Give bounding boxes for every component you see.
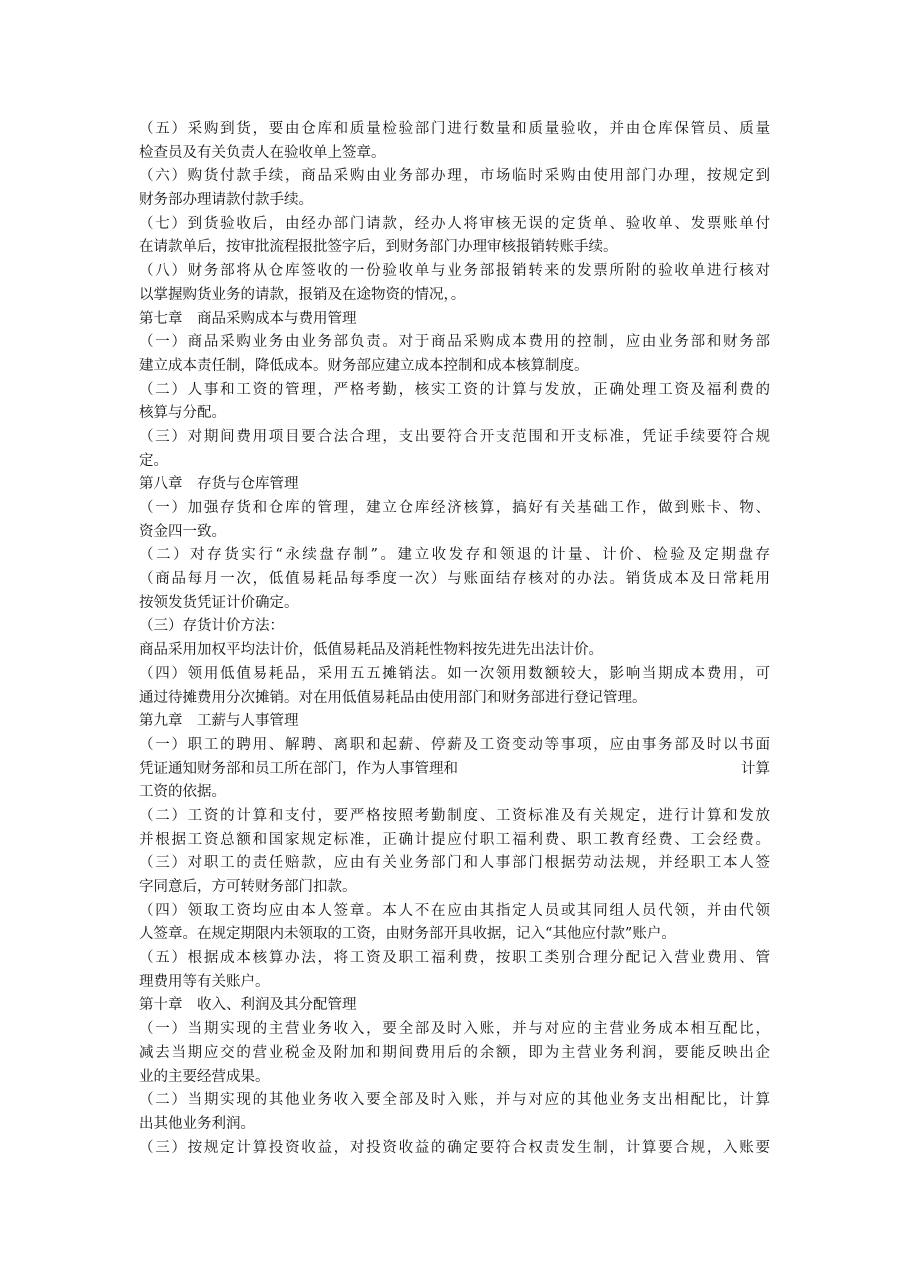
paragraph-line: 工资的依据。 <box>139 784 226 801</box>
paragraph-line: 资金四一致。 <box>139 523 226 540</box>
paragraph-line: （三）对职工的责任赔款，应由有关业务部门和人事部门根据劳动法规，并经职工本人签 <box>139 855 770 872</box>
paragraph-line-tail: 计算 <box>741 760 770 777</box>
paragraph-line: （五）根据成本核算办法，将工资及职工福利费，按职工类别合理分配记入营业费用、管 <box>139 950 770 967</box>
paragraph-line: （三）按规定计算投资收益，对投资收益的确定要符合权责发生制，计算要合规，入账要 <box>139 1139 770 1156</box>
paragraph-line: 在请款单后，按审批流程报批签字后，到财务部门办理审核报销转账手续。 <box>139 239 618 256</box>
paragraph-line: （四）领用低值易耗品，采用五五摊销法。如一次领用数额较大，影响当期成本费用，可 <box>139 665 770 682</box>
paragraph-line: 以掌握购货业务的请款，报销及在途物资的情况，。 <box>139 286 466 303</box>
document-body <box>139 118 770 1160</box>
paragraph-line: 建立成本责任制，降低成本。财务部应建立成本控制和成本核算制度。 <box>139 357 589 374</box>
paragraph-line: （三）对期间费用项目要合法合理，支出要符合开支范围和开支标准，凭证手续要符合规 <box>139 428 770 445</box>
paragraph-line: 财务部办理请款付款手续。 <box>139 192 313 209</box>
paragraph-line-split <box>139 758 770 782</box>
paragraph-line: （商品每月一次，低值易耗品每季度一次）与账面结存核对的办法。销货成本及日常耗用 <box>139 571 770 588</box>
paragraph-line: （四）领取工资均应由本人签章。本人不在应由其指定人员或其同组人员代领，并由代领 <box>139 902 770 919</box>
paragraph-line-head: 凭证通知财务部和员工所在部门，作为人事管理和 <box>139 760 458 777</box>
paragraph-line: 并根据工资总额和国家规定标准，正确计提应付职工福利费、职工教育经费、工会经费。 <box>139 831 770 848</box>
paragraph-line: （二）工资的计算和支付，要严格按照考勤制度、工资标准及有关规定，进行计算和发放 <box>139 807 770 824</box>
paragraph-line: 检查员及有关负责人在验收单上签章。 <box>139 144 386 161</box>
paragraph-line: 按领发货凭证计价确定。 <box>139 594 299 611</box>
paragraph-line: （二）当期实现的其他业务收入要全部及时入账，并与对应的其他业务支出相配比，计算 <box>139 1092 770 1109</box>
paragraph-line: （五）采购到货，要由仓库和质量检验部门进行数量和质量验收，并由仓库保管员、质量 <box>139 121 770 137</box>
paragraph-line: 出其他业务利润。 <box>139 1115 255 1132</box>
paragraph-line: 理费用等有关账户。 <box>139 973 270 990</box>
paragraph-line: （七）到货验收后，由经办部门请款，经办人将审核无误的定货单、验收单、发票账单付 <box>139 215 770 232</box>
chapter-heading: 第九章 工薪与人事管理 <box>139 713 299 730</box>
chapter-heading: 第八章 存货与仓库管理 <box>139 476 299 493</box>
paragraph-line: （二）对存货实行“永续盘存制”。建立收发存和领退的计量、计价、检验及定期盘存 <box>139 547 770 564</box>
paragraph-line: 减去当期应交的营业税金及附加和期间费用后的余额，即为主营业务利润，要能反映出企 <box>139 1044 770 1061</box>
paragraph-line: （八）财务部将从仓库签收的一份验收单与业务部报销转来的发票所附的验收单进行核对 <box>139 263 770 280</box>
paragraph-line: （一）加强存货和仓库的管理，建立仓库经济核算，搞好有关基础工作，做到账卡、物、 <box>139 500 770 516</box>
paragraph-line: 人签章。在规定期限内未领取的工资，由财务部开具收据，记入“其他应付款”账户。 <box>139 926 676 943</box>
paragraph-line: （二）人事和工资的管理，严格考勤，核实工资的计算与发放，正确处理工资及福利费的 <box>139 381 770 398</box>
paragraph-line: 字同意后，方可转财务部门扣款。 <box>139 879 357 895</box>
paragraph-line: 业的主要经营成果。 <box>139 1068 270 1085</box>
paragraph-line: （六）购货付款手续，商品采购由业务部办理，市场临时采购由使用部门办理，按规定到 <box>139 168 770 185</box>
chapter-heading: 第七章 商品采购成本与费用管理 <box>139 310 357 327</box>
paragraph-line: （一）职工的聘用、解聘、离职和起薪、停薪及工资变动等事项，应由事务部及时以书面 <box>139 736 770 753</box>
paragraph-line: （一）当期实现的主营业务收入，要全部及时入账，并与对应的主营业务成本相互配比， <box>139 1021 770 1038</box>
paragraph-line: （三）存货计价方法： <box>139 618 284 635</box>
paragraph-line: 核算与分配。 <box>139 405 226 422</box>
paragraph-line: 通过待摊费用分次摊销。对在用低值易耗品由使用部门和财务部进行登记管理。 <box>139 689 647 706</box>
paragraph-line: （一）商品采购业务由业务部负责。对于商品采购成本费用的控制，应由业务部和财务部 <box>139 334 770 351</box>
paragraph-line: 商品采用加权平均法计价，低值易耗品及消耗性物料按先进先出法计价。 <box>139 642 603 659</box>
chapter-heading: 第十章 收入、利润及其分配管理 <box>139 997 357 1014</box>
paragraph-line: 定。 <box>139 452 168 469</box>
